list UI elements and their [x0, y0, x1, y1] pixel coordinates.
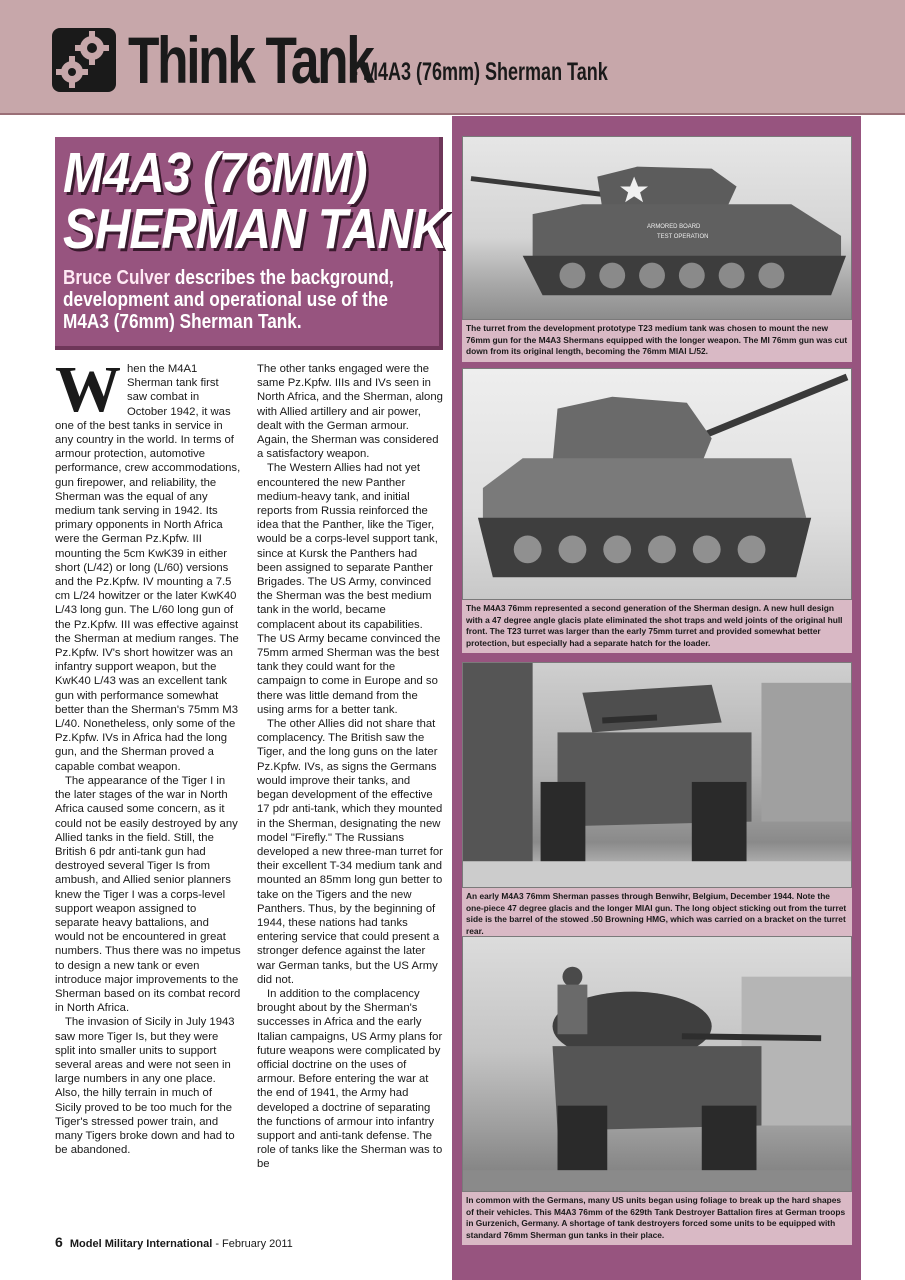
- tank-illustration: [463, 937, 851, 1191]
- article-title-line2: SHERMAN TANK: [63, 197, 447, 261]
- tank-illustration: [463, 663, 851, 887]
- paragraph: [55, 353, 241, 774]
- paragraph: The other tanks engaged were the same Pz.Kpfw. IIIs and IVs seen in North Africa, and the Sherman, along with Allied artillery and air power, dealt with the German armour. Again, the Sherman was considered a satisfactory weapon.: [257, 363, 443, 461]
- issue-date: - February 2011: [215, 1238, 293, 1250]
- paragraph: The appearance of the Tiger I in the later stages of the war in North Africa caused some concern, as it could not be easily destroyed by any Allied tanks in the field. Still, the British 6 pdr anti-tank gun had destroyed several Tiger Is from ambush, and Allied senior planners knew the Tiger I was a corps-level support weapon assigned to separate heavy battalions, and would not be encountered in great numbers. Thus there was no impetus to design a new tank or even introduce major improvements to the Sherman based on its combat record in North Africa.: [55, 774, 241, 1015]
- tank-photo: [462, 136, 852, 320]
- tank-photo: [462, 936, 852, 1192]
- paragraph: The other Allies did not share that complacency. The British saw the Tiger, and the long guns on the later Pz.Kpfw. IVs, as signs the Germans would improve their tanks, and began development of the effective 17 pdr anti-tank, which they mounted in the Sherman, designating the new model "Firefly." The Russians developed a new three-man turret for their excellent T-34 medium tank and mounted an 85mm long gun better to take on the Tigers and the new Panthers. Thus, by the beginning of 1944, these nations had tanks entering service that could present a stronger defence against the later war German tanks, but the US Army did not.: [257, 718, 443, 986]
- page-footer: [55, 1234, 293, 1250]
- section-title: Think Tank: [128, 23, 373, 97]
- standfirst: [63, 267, 433, 333]
- tank-illustration: [463, 137, 851, 319]
- photo-card: [462, 136, 852, 362]
- photo-panel: [452, 116, 861, 1280]
- section-header: [0, 0, 905, 115]
- magazine-name: Model Military International: [69, 1238, 213, 1250]
- drop-cap: W: [55, 353, 121, 426]
- article-title-line1: M4A3 (76MM): [63, 141, 367, 205]
- body-column-1: [55, 353, 241, 1157]
- paragraph: The Western Allies had not yet encountered the new Panther medium-heavy tank, and initial reports from Russia reinforced the idea that the Panther, like the Tiger, would be a corps-level support tank, since at Kursk the Panthers had been assigned to separate Panther Brigades. The US Army, convinced the Sherman was the best medium tank in the world, became complacent about its capabilities. The US Army became convinced the 75mm armed Sherman was the best tank they could want for the campaign to come in Europe and so there was little demand from the using arms for a better tank.: [257, 462, 441, 716]
- hull-marking: TEST OPERATION: [657, 233, 709, 240]
- paragraph-text: hen the M4A1 Sherman tank first saw combat in October 1942, it was one of the best tanks in service in any country in the world. In terms of armour protection, automotive performance, crew accommodations, gun firepower, and reliability, the Sherman was the equal of any medium tank serving in 1942. Its primary opponents in North Africa were the German Pz.Kpfw. III mounting the 5cm KwK39 in either short (L/42) or long (L/60) versions and the Pz.Kpfw. IV mounting a 7.5 cm L/24 howitzer or the later KwK40 L/43 long gun. The L/60 long gun of the Pz.Kpfw. III was effective against the Sherman at medium ranges. The Pz.Kpfw. IV's short howitzer was an infantry support weapon, but the KwK40 L/43 was an excellent tank gun with performance somewhat better than the Sherman's 75mm M3 L/40. Nonetheless, only some of the Pz.Kpfw. IVs in Africa had the long gun, and the Sherman proved a capable combat weapon.: [55, 363, 241, 773]
- photo-caption: An early M4A3 76mm Sherman passes through Benwihr, Belgium, December 1944. Note the one-piece 47 degree glacis and the longer MIAI gun. The long object sticking out from the turret side is the barrel of the stowed .50 Browning HMG, which was carried on a bracket on the turret rear.: [462, 888, 852, 941]
- paragraph: The invasion of Sicily in July 1943 saw more Tiger Is, but they were split into smaller units to support several areas and were not seen in large numbers in any one place. Also, the hilly terrain in much of Sicily proved to be too much for the Tiger's stressed power train, and many Tigers broke down and had to be abandoned.: [55, 1016, 235, 1157]
- article-title-box: [55, 137, 447, 350]
- photo-card: [462, 936, 852, 1245]
- author-name: Bruce Culver: [63, 267, 171, 289]
- page-number: 6: [55, 1234, 63, 1250]
- tank-photo: [462, 662, 852, 888]
- photo-card: [462, 662, 852, 941]
- photo-card: [462, 368, 852, 653]
- photo-caption: The M4A3 76mm represented a second generation of the Sherman design. A new hull design with a 47 degree angle glacis plate eliminated the shot traps and weld joints of the original hull front. The T23 turret was larger than the early 75mm turret and provided somewhat better protection, but especially had a separate hatch for the loader.: [462, 600, 852, 653]
- photo-caption: In common with the Germans, many US units began using foliage to break up the hard shapes of their vehicles. This M4A3 76mm of the 629th Tank Destroyer Battalion fires at German troops in Gurzenich, Germany. A shortage of tank destroyers forced some units to be equipped with standard 76mm Sherman gun tanks in their place.: [462, 1192, 852, 1245]
- hull-marking: ARMORED BOARD: [647, 224, 701, 230]
- standfirst-text: describes the background, development and operational use of the M4A3 (76mm) Sherman Tank.: [63, 267, 394, 333]
- photo-caption: The turret from the development prototype T23 medium tank was chosen to mount the new 76mm gun for the M4A3 Shermans equipped with the longer weapon. The MI 76mm gun was cut down from its original length, becoming the 76mm MIAI L/52.: [462, 320, 852, 362]
- gears-icon: [52, 28, 116, 92]
- tank-illustration: [463, 369, 851, 599]
- body-column-2: [257, 362, 443, 1172]
- paragraph: In addition to the complacency brought about by the Sherman's successes in Africa and the early Italian campaigns, US Army plans for future weapons were complicated by official doctrine on the uses of armour. Before entering the war at the end of 1941, the Army had developed a doctrine of separating the functions of armour into infantry support and anti-tank defense. The role of tanks like the Sherman was to be: [257, 987, 443, 1171]
- section-subtitle: - M4A3 (76mm) Sherman Tank: [352, 58, 608, 86]
- tank-photo: [462, 368, 852, 600]
